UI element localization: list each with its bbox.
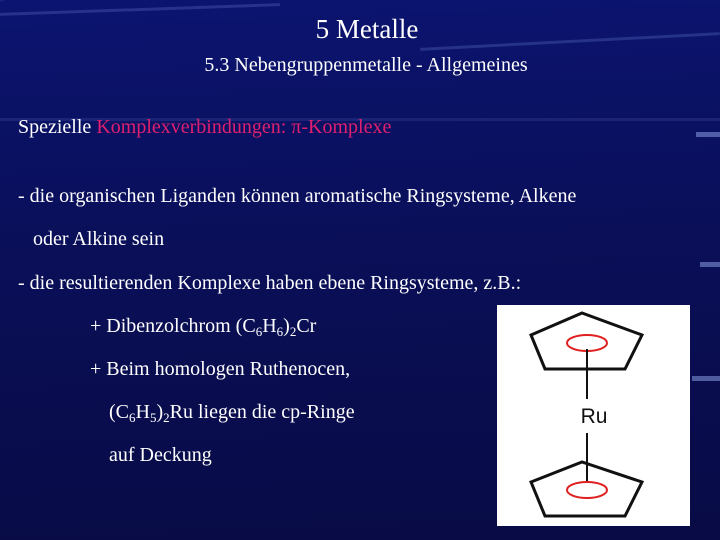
list-item-ruthenocen: + Beim homologen Ruthenocen,: [90, 358, 351, 380]
formula-text: H: [262, 315, 277, 337]
list-item-ruthenocen-formula: [109, 401, 355, 424]
metal-label: Ru: [580, 405, 608, 428]
top-ring-pi-cloud: [567, 335, 607, 351]
formula-text: Cr: [296, 315, 317, 337]
bullet-1-line-1: - die organischen Liganden können aromatische Ringsysteme, Alkene: [18, 185, 577, 207]
formula-text: (C: [109, 401, 129, 423]
formula-text: ): [283, 315, 290, 337]
formula-text: + Dibenzolchrom (C: [90, 315, 256, 337]
formula-subscript: 6: [129, 410, 136, 425]
formula-subscript: 2: [289, 324, 297, 339]
ruthenocene-structure-drawing: [497, 305, 690, 526]
slide-subtitle: 5.3 Nebengruppenmetalle - Allgemeines: [204, 54, 528, 76]
heading-part-3: π-Komplexe: [291, 116, 392, 138]
bullet-2: - die resultierenden Komplexe haben ebene Ringsysteme, z.B.:: [18, 272, 522, 294]
formula-text: ): [156, 401, 164, 423]
formula-subscript: 6: [255, 324, 263, 339]
heading-part-2: Komplexverbindungen:: [96, 116, 292, 138]
section-heading: [18, 116, 391, 139]
bullet-1-line-2: oder Alkine sein: [33, 228, 165, 250]
formula-subscript: 2: [163, 410, 170, 425]
formula-text: H: [135, 401, 150, 423]
ruthenocene-structure-figure: [497, 305, 690, 526]
list-item-ruthenocen-end: auf Deckung: [109, 444, 212, 466]
heading-part-1: Spezielle: [18, 116, 97, 138]
list-item-dibenzolchrom: [90, 315, 316, 338]
formula-text: Ru liegen die cp-Ringe: [169, 401, 355, 423]
slide-title: 5 Metalle: [315, 14, 419, 44]
bottom-ring-pi-cloud: [567, 482, 607, 498]
formula-subscript: 5: [149, 410, 157, 425]
formula-subscript: 6: [276, 324, 284, 339]
